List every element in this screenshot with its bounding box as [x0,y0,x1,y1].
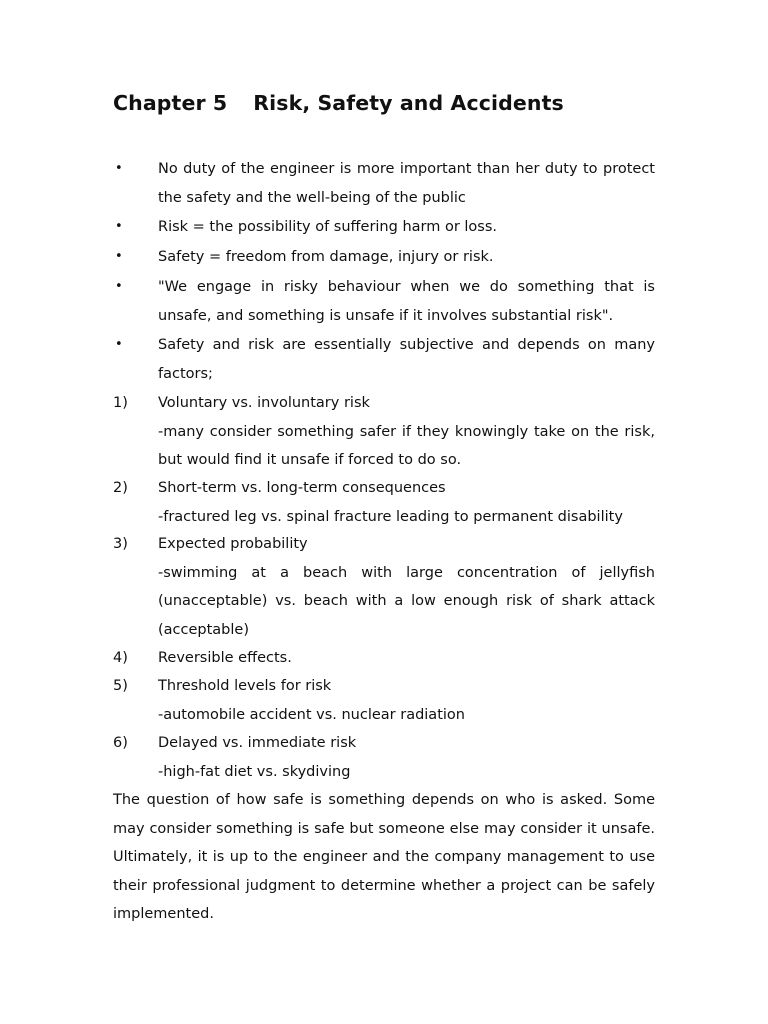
factor-heading: Reversible effects. [158,650,292,666]
chapter-title: Risk, Safety and Accidents [253,91,564,115]
bullet-text: Risk = the possibility of suffering harm or loss. [158,219,498,235]
bullet-text: No duty of the engineer is more important than her duty to protect the safety and the well-being of the public [158,161,655,206]
factor-detail: -high-fat diet vs. skydiving [158,763,351,780]
factor-number: 3) [113,536,128,552]
factor-heading: Threshold levels for risk [158,678,332,694]
factor-heading: Voluntary vs. involuntary risk [158,395,370,411]
bullet-text: Safety and risk are essentially subjective and depends on many factors; [158,337,655,382]
factor-number: 1) [113,395,128,411]
factor-heading: Short-term vs. long-term consequences [158,480,446,496]
factor-number: 6) [113,735,128,751]
factor-number: 2) [113,480,128,496]
factor-number: 4) [113,650,128,666]
bullet-marker: • [115,219,123,234]
factor-detail: -automobile accident vs. nuclear radiation [158,706,465,723]
chapter-heading [113,91,564,115]
factor-detail: -many consider something safer if they knowingly take on the risk, but would find it unsafe if forced to do so. [158,423,655,468]
factor-heading: Expected probability [158,536,308,552]
bullet-text: "We engage in risky behaviour when we do something that is unsafe, and something is unsafe if it involves substantial risk". [158,279,655,324]
bullet-text: Safety = freedom from damage, injury or risk. [158,249,494,265]
factor-detail: -swimming at a beach with large concentration of jellyfish (unacceptable) vs. beach with a low enough risk of shark attack (acceptable) [158,564,655,638]
factor-detail: -fractured leg vs. spinal fracture leading to permanent disability [158,508,623,525]
closing-paragraph: The question of how safe is something depends on who is asked. Some may consider something is safe but someone else may consider it unsafe. Ultimately, it is up to the engineer and the company management to use their professional judgment to determine whether a project can be safely implemented. [113,792,655,922]
chapter-label: Chapter 5 [113,91,228,115]
bullet-marker: • [115,161,123,176]
bullet-marker: • [115,337,123,352]
factor-heading: Delayed vs. immediate risk [158,735,357,751]
bullet-marker: • [115,279,123,294]
bullet-marker: • [115,249,123,264]
factor-number: 5) [113,678,128,694]
